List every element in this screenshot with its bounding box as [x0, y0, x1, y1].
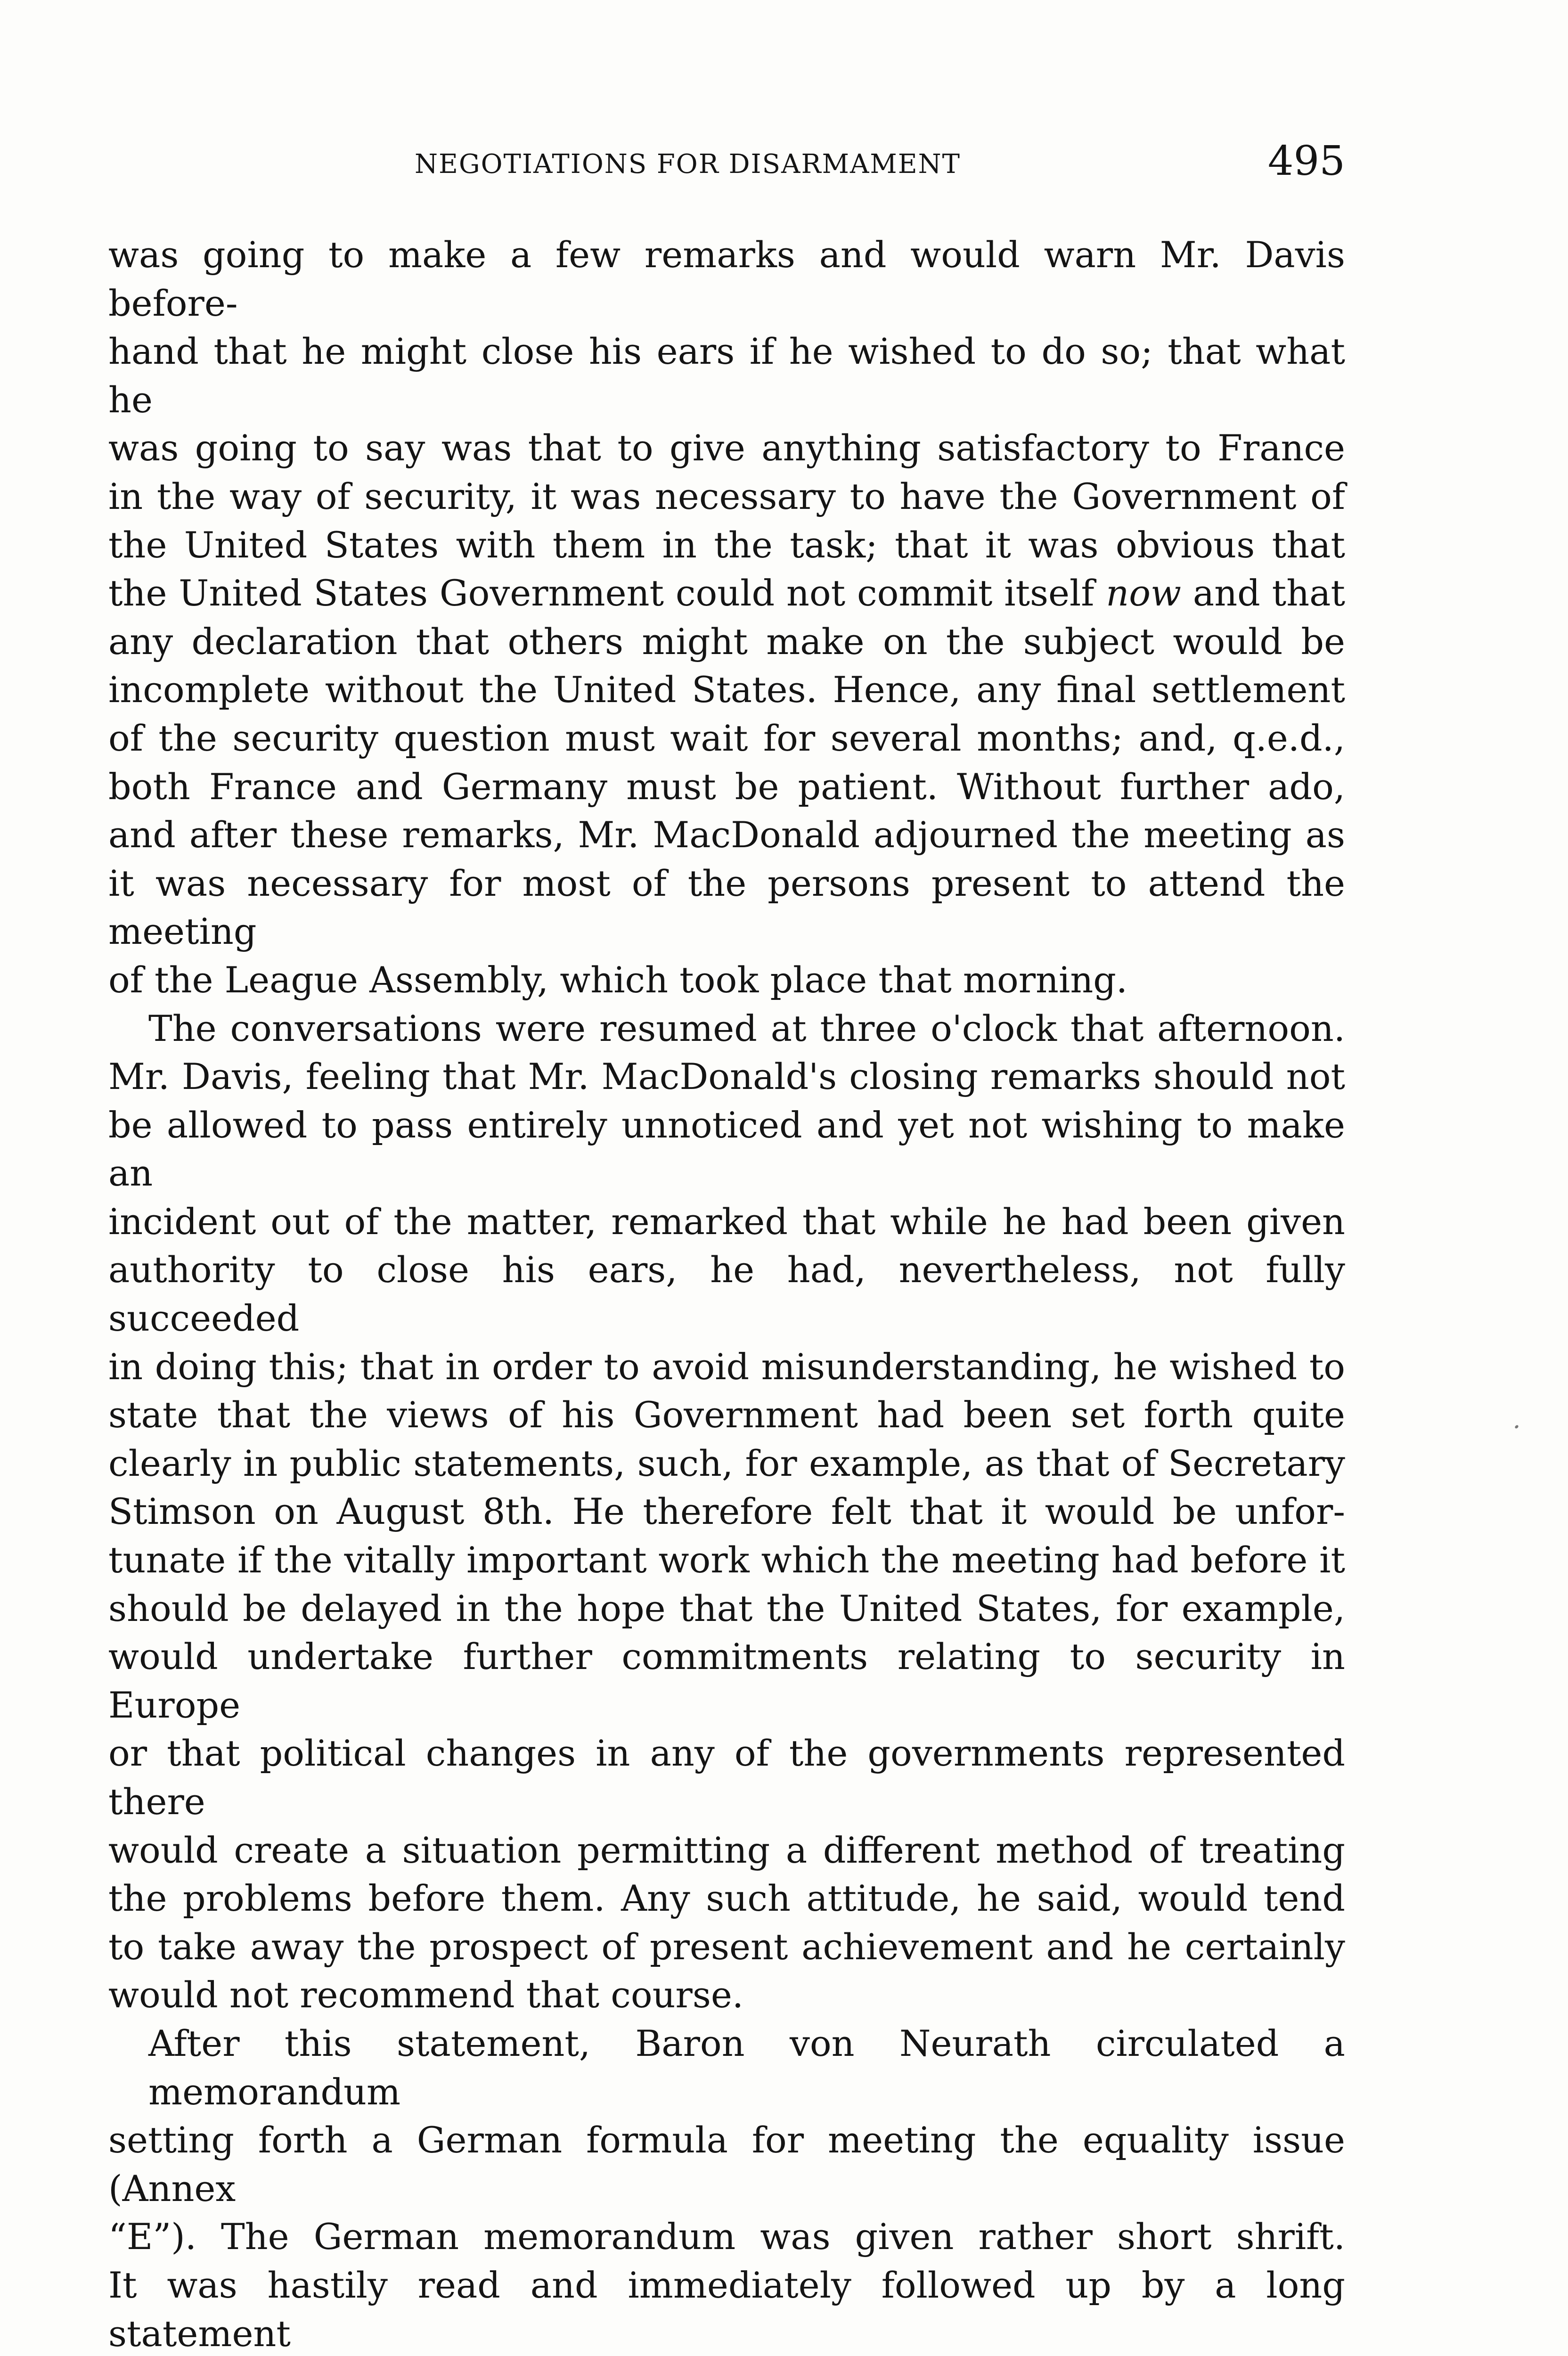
paragraph-1 [108, 231, 1345, 1005]
text-line: tunate if the vitally important work which the meeting had before it [108, 1539, 1345, 1581]
text-line: to take away the prospect of present achievement and he certainly [108, 1925, 1345, 1968]
text-line: and after these remarks, Mr. MacDonald adjourned the meeting as [108, 814, 1345, 856]
text-line: After this statement, Baron von Neurath circulated a memorandum [148, 2022, 1345, 2113]
text-line: hand that he might close his ears if he wished to do so; that what he [108, 330, 1345, 421]
text-line: should be delayed in the hope that the United States, for example, [108, 1587, 1345, 1629]
text-line: in the way of security, it was necessary to have the Government of [108, 475, 1345, 517]
text-line: in doing this; that in order to avoid misunderstanding, he wished to [108, 1345, 1345, 1388]
text-line: the problems before them. Any such attitude, he said, would tend [108, 1877, 1345, 1920]
text-line: “E”). The German memorandum was given rather short shrift. [108, 2216, 1345, 2258]
text-line: incomplete without the United States. Hence, any final settlement [108, 669, 1345, 711]
text-line: It was hastily read and immediately followed up by a long statement [108, 2264, 1345, 2355]
text-line: authority to close his ears, he had, nevertheless, not fully succeeded [108, 1249, 1345, 1340]
text-line: of the security question must wait for several months; and, q.e.d., [108, 717, 1345, 759]
text-line-with-italic [108, 569, 1345, 618]
text-fragment: and that [1181, 572, 1345, 614]
text-line: state that the views of his Government had been set forth quite [108, 1394, 1345, 1436]
text-line: Mr. Davis, feeling that Mr. MacDonald's closing remarks should not [108, 1055, 1345, 1098]
paragraph-3 [108, 2020, 1345, 2356]
text-line: setting forth a German formula for meeting the equality issue (Annex [108, 2119, 1345, 2209]
text-line: or that political changes in any of the governments represented there [108, 1732, 1345, 1823]
text-line: it was necessary for most of the persons present to attend the meeting [108, 862, 1345, 953]
text-line: be allowed to pass entirely unnoticed and yet not wishing to make an [108, 1104, 1345, 1194]
text-line: Stimson on August 8th. He therefore felt that it would be unfor- [108, 1490, 1345, 1533]
text-line: incident out of the matter, remarked that while he had been given [108, 1200, 1345, 1243]
text-line: the United States with them in the task; that it was obvious that [108, 524, 1345, 566]
text-line: of the League Assembly, which took place that morning. [108, 958, 1128, 1001]
text-line: clearly in public statements, such, for example, as that of Secretary [108, 1442, 1345, 1484]
body-text [108, 231, 1345, 2356]
running-head: NEGOTIATIONS FOR DISARMAMENT [415, 149, 961, 180]
page-number: 495 [1267, 138, 1345, 185]
text-line: would undertake further commitments relating to security in Europe [108, 1636, 1345, 1726]
page-header [108, 138, 1345, 189]
text-line: both France and Germany must be patient. Without further ado, [108, 765, 1345, 808]
text-line: The conversations were resumed at three o'clock that afternoon. [148, 1007, 1345, 1049]
paragraph-2 [108, 1005, 1345, 2020]
scan-speck [1514, 1424, 1519, 1429]
text-fragment: the United States Government could not commit itself [108, 572, 1106, 614]
text-line: any declaration that others might make on the subject would be [108, 620, 1345, 663]
text-line: would create a situation permitting a different method of treating [108, 1829, 1345, 1871]
text-line: was going to say was that to give anything satisfactory to France [108, 427, 1345, 469]
text-line: would not recommend that course. [108, 1974, 743, 2016]
italic-word: now [1106, 572, 1182, 614]
text-line: was going to make a few remarks and would warn Mr. Davis before- [108, 234, 1345, 324]
